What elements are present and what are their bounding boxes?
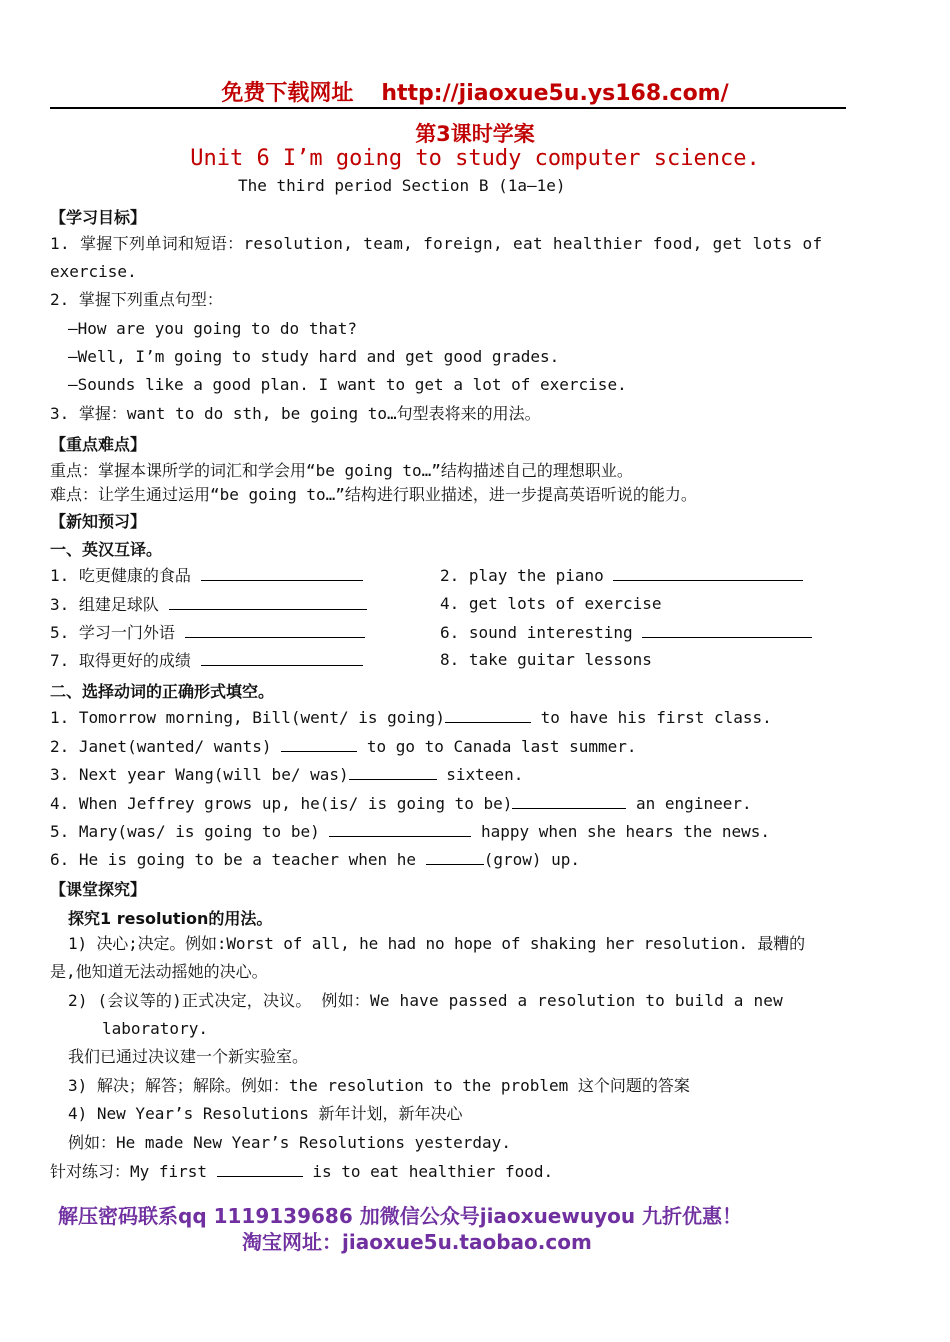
answer-blank[interactable]: [642, 622, 812, 638]
verb-form-title: 二、选择动词的正确形式填空。: [50, 682, 275, 701]
translation-item: 3. 组建足球队: [50, 594, 367, 615]
usage-2-translation: 我们已通过决议建一个新实验室。: [68, 1047, 309, 1066]
answer-blank[interactable]: [185, 622, 365, 638]
key-sentence-3: —Sounds like a good plan. I want to get a lot of exercise.: [68, 375, 627, 394]
goal-item-2: 2. 掌握下列重点句型：: [50, 290, 223, 309]
answer-blank[interactable]: [217, 1161, 303, 1177]
key-point: 重点：掌握本课所学的词汇和学会用“be going to…”结构描述自己的理想职业。: [50, 461, 633, 480]
unit-title: Unit 6 I’m going to study computer science.: [190, 146, 760, 171]
translation-item: 6. sound interesting: [440, 622, 812, 643]
answer-blank[interactable]: [329, 821, 471, 837]
practice-item: 针对练习：My first is to eat healthier food.: [50, 1162, 554, 1181]
translation-item: 1. 吃更健康的食品: [50, 565, 363, 586]
key-sentence-1: —How are you going to do that?: [68, 319, 357, 338]
footer-shop-link[interactable]: 淘宝网址：jiaoxue5u.taobao.com: [242, 1230, 592, 1254]
download-url-link[interactable]: http://jiaoxue5u.ys168.com/: [381, 81, 729, 106]
goal-item-1-cont: exercise.: [50, 262, 137, 281]
preview-heading: 【新知预习】: [50, 512, 147, 531]
usage-3: 3) 解决；解答；解除。例如：the resolution to the problem 这个问题的答案: [68, 1076, 690, 1095]
answer-blank[interactable]: [201, 650, 363, 666]
answer-blank[interactable]: [445, 707, 531, 723]
free-download-label: 免费下载网址: [221, 81, 354, 106]
exercise-item: 4. When Jeffrey grows up, he(is/ is going to be) an engineer.: [50, 794, 752, 813]
period-subtitle: The third period Section B (1a—1e): [238, 176, 566, 195]
translation-item: 5. 学习一门外语: [50, 622, 365, 643]
usage-2-cont: laboratory.: [102, 1019, 208, 1038]
usage-1-cont: 是,他知道无法动摇她的决心。: [50, 962, 268, 981]
usage-4-example: 例如：He made New Year’s Resolutions yesterday.: [68, 1133, 511, 1152]
translation-title: 一、英汉互译。: [50, 540, 163, 559]
exercise-item: 5. Mary(was/ is going to be) happy when she hears the news.: [50, 822, 770, 841]
answer-blank[interactable]: [201, 565, 363, 581]
exercise-item: 1. Tomorrow morning, Bill(went/ is going) to have his first class.: [50, 708, 772, 727]
answer-blank[interactable]: [281, 736, 357, 752]
exercise-item: 3. Next year Wang(will be/ was) sixteen.: [50, 765, 524, 784]
answer-blank[interactable]: [613, 565, 803, 581]
exercise-item: 2. Janet(wanted/ wants) to go to Canada last summer.: [50, 737, 637, 756]
usage-4: 4) New Year’s Resolutions 新年计划，新年决心: [68, 1104, 463, 1123]
footer-contact: 解压密码联系qq 1119139686 加微信公众号jiaoxuewuyou 九折优惠！: [58, 1204, 743, 1228]
lesson-title: 第3课时学案: [415, 122, 535, 146]
translation-item: 8. take guitar lessons: [440, 650, 652, 669]
answer-blank[interactable]: [512, 793, 626, 809]
translation-item: 2. play the piano: [440, 565, 803, 586]
answer-blank[interactable]: [349, 764, 437, 780]
goal-item-3: 3. 掌握：want to do sth, be going to…句型表将来的用法。: [50, 404, 541, 423]
download-header: [0, 76, 950, 107]
usage-2: 2) (会议等的)正式决定，决议。 例如：We have passed a resolution to build a new: [68, 991, 783, 1010]
translation-item: 7. 取得更好的成绩: [50, 650, 363, 671]
goals-heading: 【学习目标】: [50, 208, 147, 227]
keypoints-heading: 【重点难点】: [50, 435, 147, 454]
exercise-item: 6. He is going to be a teacher when he (grow) up.: [50, 850, 581, 869]
header-divider: [50, 107, 846, 109]
key-sentence-2: —Well, I’m going to study hard and get good grades.: [68, 347, 560, 366]
explore-heading: 【课堂探究】: [50, 880, 147, 899]
answer-blank[interactable]: [426, 849, 484, 865]
answer-blank[interactable]: [169, 594, 367, 610]
translation-item: 4. get lots of exercise: [440, 594, 662, 613]
usage-1: 1) 决心;决定。例如:Worst of all, he had no hope of shaking her resolution. 最糟的: [68, 934, 805, 953]
explore-title: 探究1 resolution的用法。: [68, 909, 273, 928]
difficult-point: 难点：让学生通过运用“be going to…”结构进行职业描述，进一步提高英语听说的能力。: [50, 485, 697, 504]
goal-item-1: 1. 掌握下列单词和短语：resolution, team, foreign, eat healthier food, get lots of: [50, 234, 823, 253]
